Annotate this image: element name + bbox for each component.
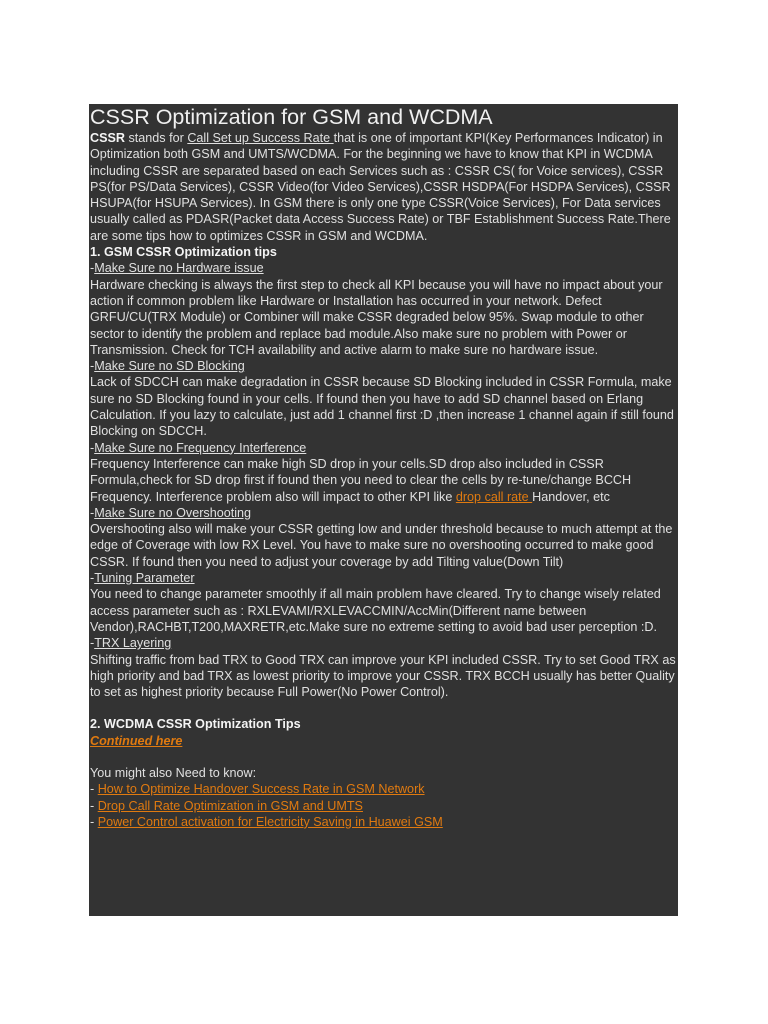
tip-title: Make Sure no SD Blocking bbox=[94, 359, 245, 374]
continued-here-link[interactable]: Continued here bbox=[90, 733, 183, 748]
tip-body: Shifting traffic from bad TRX to Good TRX can improve your KPI included CSSR. Try to set Good TRX as high priority and bad TRX as lowest priority to improve your CSSR. TRX BCCH usually has better Quality to set as highest priority because Full Power(No Power Control). bbox=[90, 652, 676, 700]
tip-title: Make Sure no Frequency Interference bbox=[94, 440, 307, 455]
tip-title: Make Sure no Hardware issue bbox=[94, 261, 264, 276]
intro-expansion: Call Set up Success Rate bbox=[187, 131, 334, 145]
tip-title: Make Sure no Overshooting bbox=[94, 505, 252, 520]
intro-term: CSSR bbox=[90, 131, 125, 145]
intro-stands-for: stands for bbox=[125, 131, 188, 145]
tip-frequency-interference: -Make Sure no Frequency Interference Frequency Interference can make high SD drop in your cells.SD drop also included in CSSR Formula,check for SD drop first if found then you need to clear the cells by re-tune/change BCCH Frequency. Interference problem also will impact to other KPI like drop call rate Handover, etc bbox=[90, 440, 632, 504]
spacer bbox=[90, 749, 677, 765]
also-know-label: You might also Need to know: bbox=[90, 765, 257, 780]
wcdma-heading: 2. WCDMA CSSR Optimization Tips bbox=[90, 717, 301, 732]
article-title: CSSR Optimization for GSM and WCDMA bbox=[90, 105, 493, 129]
tip-overshooting: -Make Sure no Overshooting Overshooting also will make your CSSR getting low and under threshold because to much attempt at the edge of Coverage with low RX Level. You have to make sure no overshooting occurred to make good CSSR. If found then you need to adjust your coverage by add Tilting value(Down Tilt) bbox=[90, 505, 677, 570]
article-panel bbox=[89, 104, 678, 916]
intro-text: that is one of important KPI(Key Performances Indicator) in Optimization both GSM and UMTS/WCDMA. For the beginning we have to know that KPI in WCDMA including CSSR are separated based on each Services such as : CSSR CS( for Voice services), CSSR PS(for PS/Data Services), CSSR Video(for Video Services),CSSR HSDPA(For HSDPA Services), CSSR HSUPA(for HSUPA Services). In GSM there is only one type CSSR(Voice Services), For Data services usually called as PDASR(Packet data Access Success Rate) or TBF Establishment Success Rate.There are some tips how to optimizes CSSR in GSM and WCDMA. bbox=[90, 131, 671, 243]
tip-trx-layering: -TRX Layering Shifting traffic from bad TRX to Good TRX can improve your KPI included CSSR. Try to set Good TRX as high priority and bad TRX as lowest priority to improve your CSSR. TRX BCCH usually has better Quality to set as highest priority because Full Power(No Power Control). bbox=[90, 636, 676, 700]
related-item: - Drop Call Rate Optimization in GSM and UMTS bbox=[90, 798, 363, 813]
tip-hardware: -Make Sure no Hardware issue Hardware checking is always the first step to check all KPI because you will have no impact about your action if common problem like Hardware or Installation has occurred in your network. Defect GRFU/CU(TRX Module) or Combiner will make CSSR degraded below 95%. Swap module to other sector to identify the problem and replace bad module.Also make sure no problem with Power or Transmission. Check for TCH availability and active alarm to make sure no hardware issue. bbox=[90, 260, 677, 358]
related-link-power-control[interactable]: Power Control activation for Electricity Saving in Huawei GSM bbox=[97, 814, 443, 829]
related-link-drop-call[interactable]: Drop Call Rate Optimization in GSM and UMTS bbox=[97, 798, 363, 813]
related-link-handover[interactable]: How to Optimize Handover Success Rate in GSM Network bbox=[97, 782, 425, 797]
tip-body: Hardware checking is always the first step to check all KPI because you will have no impact about your action if common problem like Hardware or Installation has occurred in your network. Defect GRFU/CU(TRX Module) or Combiner will make CSSR degraded below 95%. Swap module to other sector to identify the problem and replace bad module.Also make sure no problem with Power or Transmission. Check for TCH availability and active alarm to make sure no hardware issue. bbox=[90, 277, 663, 357]
related-item: - How to Optimize Handover Success Rate in GSM Network bbox=[90, 782, 425, 797]
drop-call-rate-link[interactable]: drop call rate bbox=[455, 489, 533, 504]
intro-paragraph bbox=[90, 130, 677, 244]
tip-body: You need to change parameter smoothly if all main problem have cleared. Try to change wisely related access parameter such as : RXLEVAMI/RXLEVACCMIN/AccMin(Different name between Vendor),RACHBT,T200,MAXRETR,etc.Make sure no extreme setting to avoid bad user perception :D. bbox=[90, 587, 661, 634]
gsm-heading: 1. GSM CSSR Optimization tips bbox=[90, 245, 277, 260]
tip-tuning-parameter: -Tuning Parameter You need to change parameter smoothly if all main problem have cleared. Try to change wisely related access parameter such as : RXLEVAMI/RXLEVACCMIN/AccMin(Different name between Vendor),RACHBT,T200,MAXRETR,etc.Make sure no extreme setting to avoid bad user perception :D. bbox=[90, 570, 677, 635]
spacer bbox=[90, 700, 677, 716]
tip-body: Lack of SDCCH can make degradation in CSSR because SD Blocking included in CSSR Formula, make sure no SD Blocking found in your cells. If found then you have to add SD channel based on Erlang Calculation. If you lazy to calculate, just add 1 channel first :D ,then increase 1 channel again if still found Blocking on SDCCH. bbox=[90, 375, 674, 439]
tip-body: Overshooting also will make your CSSR getting low and under threshold because to much attempt at the edge of Coverage with low RX Level. You have to make sure no overshooting occurred to make good CSSR. If found then you need to adjust your coverage by add Tilting value(Down Tilt) bbox=[90, 522, 673, 569]
tip-sd-blocking: -Make Sure no SD Blocking Lack of SDCCH can make degradation in CSSR because SD Blocking included in CSSR Formula, make sure no SD Blocking found in your cells. If found then you have to add SD channel based on Erlang Calculation. If you lazy to calculate, just add 1 channel first :D ,then increase 1 channel again if still found Blocking on SDCCH. bbox=[90, 358, 677, 439]
related-item: - Power Control activation for Electricity Saving in Huawei GSM bbox=[90, 814, 443, 829]
tip-body: Frequency Interference can make high SD drop in your cells.SD drop also included in CSSR Formula,check for SD drop first if found then you need to clear the cells by re-tune/change BCCH Frequency. Interference problem also will impact to other KPI like bbox=[90, 456, 632, 504]
tip-body-after: Handover, etc bbox=[532, 489, 610, 504]
tip-title: TRX Layering bbox=[94, 636, 172, 651]
tip-title: Tuning Parameter bbox=[94, 571, 195, 586]
